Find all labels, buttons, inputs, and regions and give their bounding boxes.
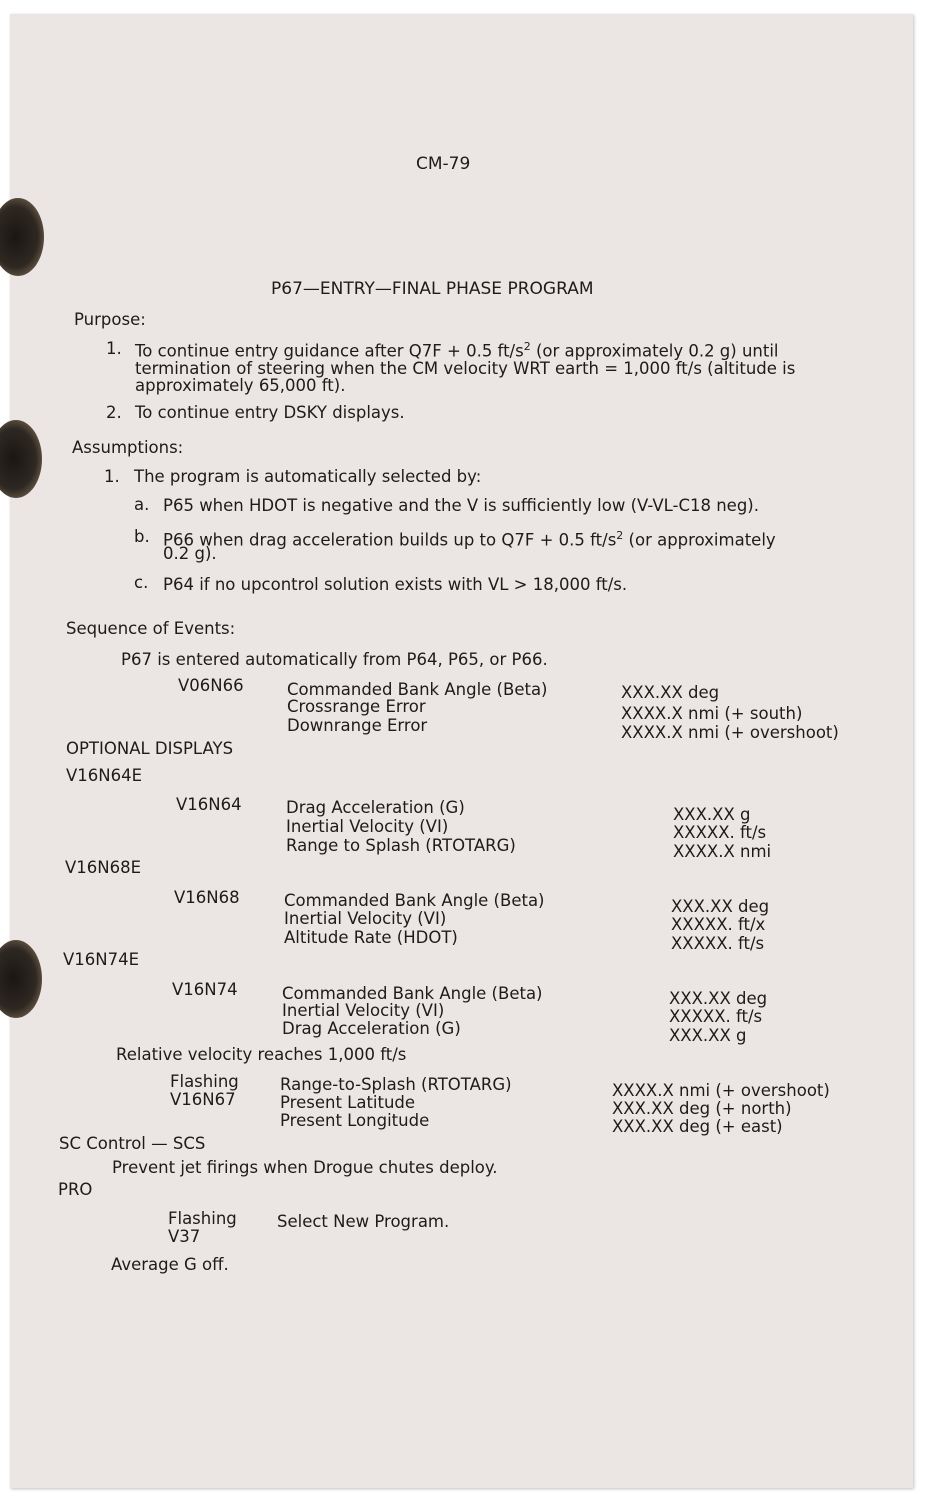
display-value: XXX.XX g xyxy=(673,805,751,824)
display-label: Crossrange Error xyxy=(287,697,426,716)
display-label: Range-to-Splash (RTOTARG) xyxy=(280,1075,512,1094)
display-value: XXX.XX deg xyxy=(671,897,770,916)
sub-item-c: P64 if no upcontrol solution exists with VL > 18,000 ft/s. xyxy=(163,575,628,594)
pro-action: Select New Program. xyxy=(277,1212,450,1231)
display-value: XXXXX. ft/s xyxy=(671,934,765,953)
verb-noun-code: V16N74 xyxy=(172,980,238,999)
page-title: P67—ENTRY—FINAL PHASE PROGRAM xyxy=(271,279,594,299)
display-label: Present Latitude xyxy=(280,1093,416,1112)
sub-item-letter: a. xyxy=(134,495,150,514)
purpose-item-1-line-1: To continue entry guidance after Q7F + 0.5 $ft/s^2$ (or approximately 0.2 g) until xyxy=(135,340,779,361)
purpose-item-number: 2. xyxy=(106,403,122,422)
display-value: XXXXX. ft/s xyxy=(673,823,767,842)
display-label: Drag Acceleration (G) xyxy=(282,1019,461,1038)
sequence-intro: P67 is entered automatically from P64, P65, or P66. xyxy=(121,650,548,669)
display-label: Range to Splash (RTOTARG) xyxy=(286,836,516,855)
sub-item-b-line-1: P66 when drag acceleration builds up to Q7F + 0.5 $ft/s^2$ (or approximately xyxy=(163,529,776,550)
display-value: XXX.XX g xyxy=(669,1026,747,1045)
purpose-heading: Purpose: xyxy=(74,310,146,329)
sequence-heading: Sequence of Events: xyxy=(66,619,236,638)
assumption-item-1: The program is automatically selected by: xyxy=(134,467,482,486)
sub-item-b-line-2: 0.2 g). xyxy=(163,544,217,563)
display-label: Inertial Velocity (VI) xyxy=(286,817,449,836)
display-label: Commanded Bank Angle (Beta) xyxy=(282,984,543,1003)
assumptions-heading: Assumptions: xyxy=(72,438,184,457)
display-value: XXX.XX deg xyxy=(669,989,768,1008)
display-label: Inertial Velocity (VI) xyxy=(284,909,447,928)
assumption-item-number: 1. xyxy=(104,467,120,486)
display-label: Commanded Bank Angle (Beta) xyxy=(284,891,545,910)
purpose-item-2: To continue entry DSKY displays. xyxy=(135,403,405,422)
relative-velocity-event: Relative velocity reaches 1,000 ft/s xyxy=(116,1045,407,1064)
verb-noun-code: V16N68 xyxy=(174,888,240,907)
pro-heading: PRO xyxy=(58,1180,93,1199)
optional-displays-heading: OPTIONAL DISPLAYS xyxy=(66,739,234,758)
flashing-label: Flashing xyxy=(168,1209,237,1228)
optional-display-header: V16N64E xyxy=(66,766,143,785)
page-number: CM-79 xyxy=(416,154,471,174)
purpose-item-1-line-3: approximately 65,000 ft). xyxy=(135,376,346,395)
display-label: Drag Acceleration (G) xyxy=(286,798,465,817)
sub-item-letter: c. xyxy=(134,573,149,592)
sc-control-note: Prevent jet firings when Drogue chutes deploy. xyxy=(112,1158,498,1177)
display-label: Inertial Velocity (VI) xyxy=(282,1001,445,1020)
sc-control-heading: SC Control — SCS xyxy=(59,1134,206,1153)
verb-noun-code: V06N66 xyxy=(178,676,244,695)
final-note: Average G off. xyxy=(111,1255,229,1274)
display-value: XXXX.X nmi (+ overshoot) xyxy=(612,1081,830,1100)
purpose-item-number: 1. xyxy=(106,339,122,358)
display-value: XXXXX. ft/s xyxy=(669,1007,763,1026)
optional-display-header: V16N74E xyxy=(63,950,140,969)
display-value: XXXX.X nmi xyxy=(673,842,772,861)
sub-item-letter: b. xyxy=(134,527,150,546)
display-value: XXXX.X nmi (+ overshoot) xyxy=(621,723,839,742)
display-label: Downrange Error xyxy=(287,716,428,735)
verb-noun-code: V16N64 xyxy=(176,795,242,814)
display-value: XXX.XX deg xyxy=(621,683,720,702)
purpose-item-1-line-2: termination of steering when the CM velocity WRT earth = 1,000 ft/s (altitude is xyxy=(135,359,796,378)
display-label: Altitude Rate (HDOT) xyxy=(284,928,458,947)
flashing-label: Flashing xyxy=(170,1072,239,1091)
optional-display-header: V16N68E xyxy=(65,858,142,877)
display-label: Commanded Bank Angle (Beta) xyxy=(287,680,548,699)
display-value: XXXXX. ft/x xyxy=(671,915,766,934)
display-label: Present Longitude xyxy=(280,1111,430,1130)
verb-noun-code: V16N67 xyxy=(170,1090,236,1109)
sub-item-a: P65 when HDOT is negative and the V is sufficiently low (V-VL-C18 neg). xyxy=(163,496,759,515)
display-value: XXXX.X nmi (+ south) xyxy=(621,704,803,723)
display-value: XXX.XX deg (+ north) xyxy=(612,1099,792,1118)
verb-code: V37 xyxy=(168,1227,201,1246)
display-value: XXX.XX deg (+ east) xyxy=(612,1117,783,1136)
